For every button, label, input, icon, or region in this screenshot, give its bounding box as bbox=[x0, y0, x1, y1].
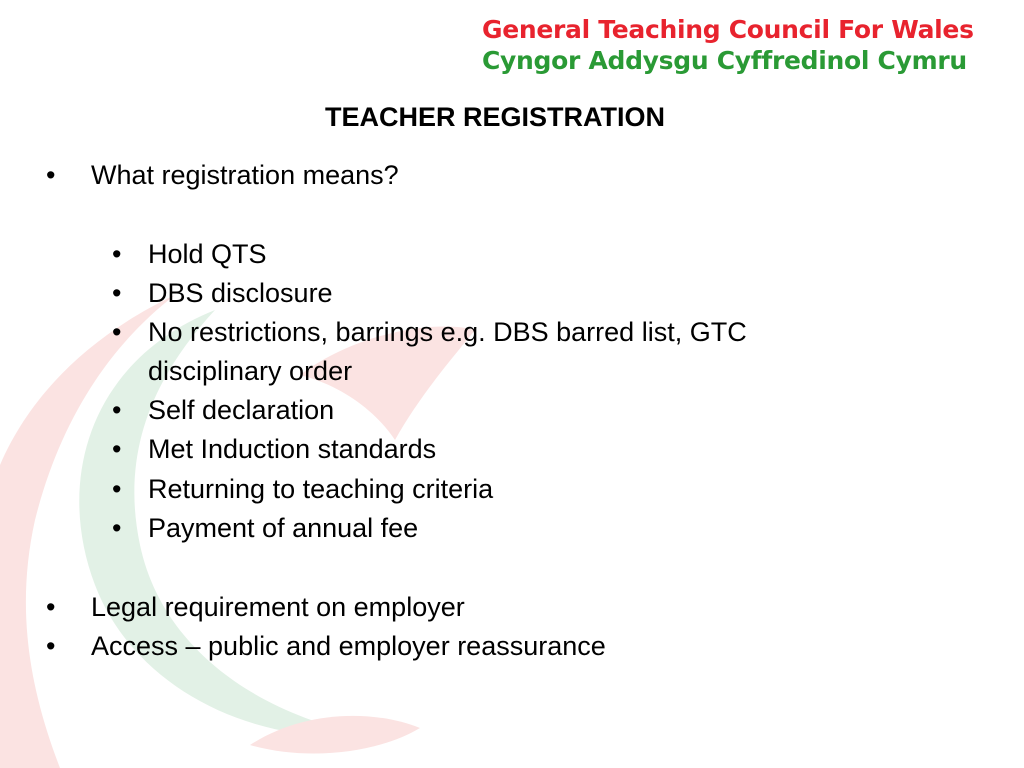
bullet-marker: • bbox=[46, 160, 56, 190]
sub-point-continuation bbox=[148, 352, 352, 391]
bullet-marker: • bbox=[112, 317, 122, 347]
main-point-text: What registration means? bbox=[91, 160, 399, 190]
slide-title: TEACHER REGISTRATION bbox=[324, 102, 665, 132]
sub-point-text: Met Induction standards bbox=[148, 434, 437, 464]
bullet-marker: • bbox=[112, 278, 122, 308]
sub-point-text: Payment of annual fee bbox=[148, 513, 419, 543]
sub-point bbox=[112, 313, 747, 352]
bullet-marker: • bbox=[112, 513, 122, 543]
sub-point bbox=[112, 430, 437, 469]
sub-point-text: Self declaration bbox=[148, 395, 335, 425]
bullet-marker: • bbox=[46, 631, 56, 661]
main-point bbox=[46, 156, 399, 195]
closing-point-text: Access – public and employer reassurance bbox=[91, 631, 606, 661]
sub-point bbox=[112, 235, 267, 274]
sub-point bbox=[112, 274, 333, 313]
sub-point-text: Hold QTS bbox=[148, 239, 267, 269]
sub-point-text: disciplinary order bbox=[148, 356, 353, 386]
bullet-marker: • bbox=[112, 395, 122, 425]
sub-point bbox=[112, 470, 494, 509]
bullet-marker: • bbox=[46, 592, 56, 622]
organization-name bbox=[482, 14, 974, 76]
closing-point bbox=[46, 627, 606, 666]
sub-point-text: No restrictions, barrings e.g. DBS barred list, GTC bbox=[148, 317, 747, 347]
closing-point-text: Legal requirement on employer bbox=[91, 592, 465, 622]
bullet-marker: • bbox=[112, 239, 122, 269]
sub-point bbox=[112, 509, 419, 548]
closing-point bbox=[46, 588, 465, 627]
bullet-marker: • bbox=[112, 474, 122, 504]
org-name-welsh: Cyngor Addysgu Cyffredinol Cymru bbox=[482, 46, 967, 75]
bullet-marker: • bbox=[112, 434, 122, 464]
org-name-english: General Teaching Council For Wales bbox=[482, 15, 974, 44]
sub-point-text: Returning to teaching criteria bbox=[148, 474, 494, 504]
sub-point-text: DBS disclosure bbox=[148, 278, 333, 308]
sub-point bbox=[112, 391, 335, 430]
